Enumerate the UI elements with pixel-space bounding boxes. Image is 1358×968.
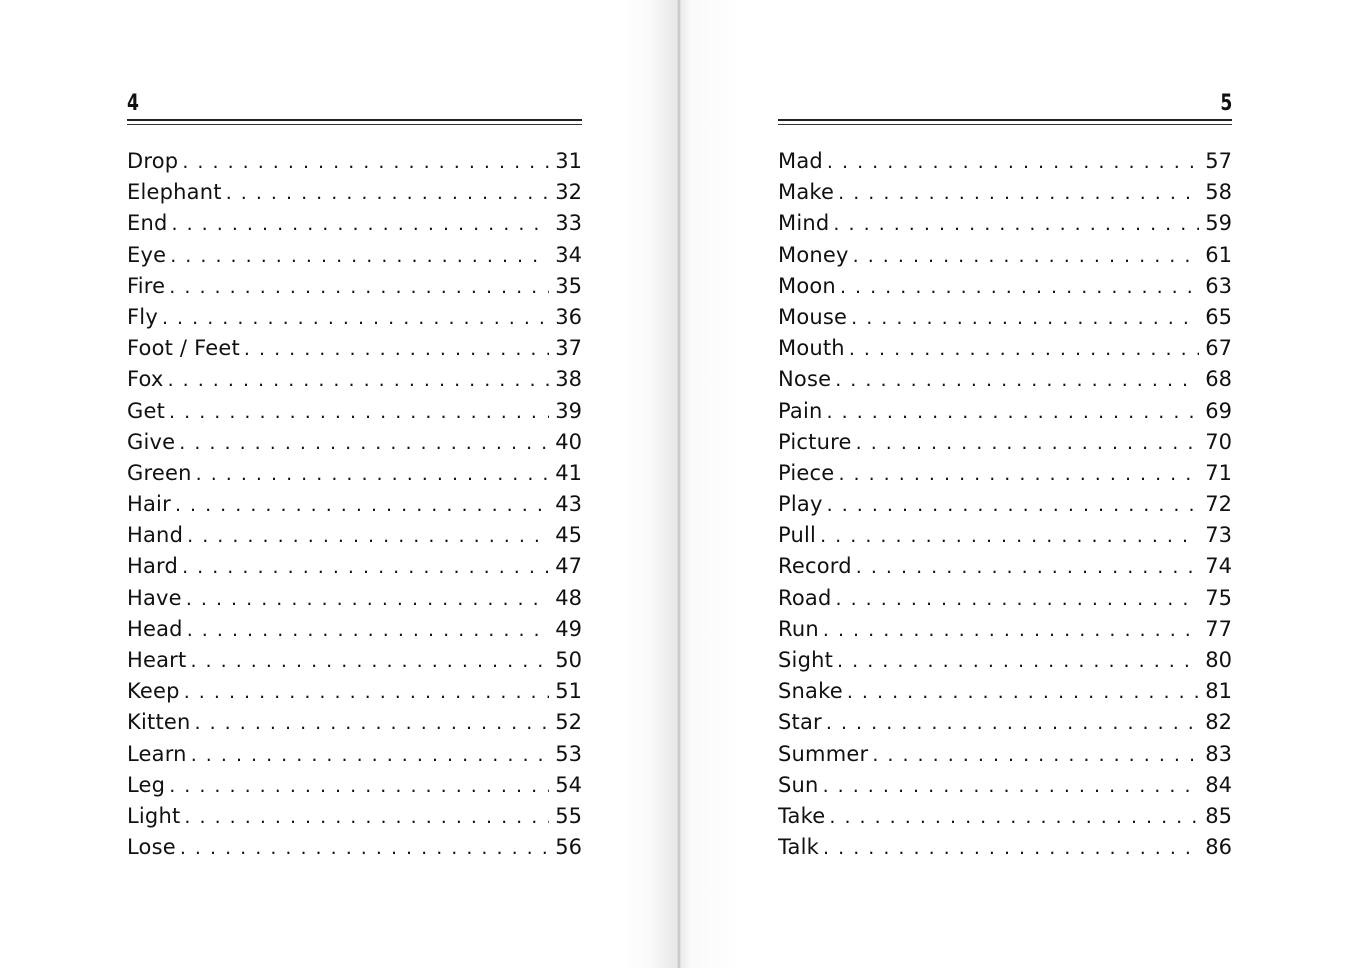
toc-entry-page: 81	[1205, 679, 1232, 704]
toc-entry-page: 77	[1205, 616, 1232, 641]
toc-entry	[778, 271, 1232, 302]
dot-leader	[829, 802, 1199, 832]
toc-entry-page: 39	[555, 398, 582, 423]
toc-entry-title: Summer	[778, 741, 869, 766]
toc-entry-page: 31	[555, 149, 582, 173]
dot-leader	[838, 178, 1199, 208]
toc-entry	[778, 801, 1232, 832]
dot-leader	[847, 677, 1199, 707]
toc-entry-page: 82	[1205, 710, 1232, 735]
right-page	[778, 0, 1232, 968]
toc-entry-title: Leg	[127, 772, 166, 797]
table-of-contents	[127, 146, 582, 863]
dot-leader	[187, 615, 550, 645]
toc-entry	[778, 676, 1232, 707]
toc-entry	[127, 645, 582, 676]
toc-entry	[127, 333, 582, 364]
toc-entry-page: 50	[555, 648, 582, 672]
toc-entry	[127, 302, 582, 333]
toc-entry	[778, 520, 1232, 551]
toc-entry	[778, 489, 1232, 520]
dot-leader	[827, 147, 1199, 177]
toc-entry-page: 55	[555, 803, 582, 828]
toc-entry-title: Green	[127, 460, 192, 485]
toc-entry	[127, 364, 582, 395]
toc-entry-title: Play	[778, 492, 823, 517]
toc-entry-title: Give	[127, 429, 176, 454]
toc-entry-page: 84	[1205, 772, 1232, 797]
dot-leader	[170, 241, 549, 271]
toc-entry	[778, 458, 1232, 489]
toc-entry	[127, 832, 582, 863]
dot-leader	[853, 241, 1200, 271]
table-of-contents	[778, 146, 1232, 863]
dot-leader	[182, 147, 549, 177]
dot-leader	[187, 521, 549, 551]
toc-entry-title: Mouse	[778, 304, 848, 329]
toc-entry-page: 40	[555, 429, 582, 454]
toc-entry-page: 86	[1205, 835, 1232, 860]
toc-entry-title: Lose	[127, 835, 176, 860]
toc-entry	[127, 427, 582, 458]
toc-entry-page: 71	[1205, 460, 1232, 485]
toc-entry-page: 59	[1205, 211, 1232, 236]
toc-entry-title: Picture	[778, 429, 852, 454]
toc-entry-title: End	[127, 211, 168, 236]
dot-leader	[182, 552, 549, 582]
toc-entry-title: Pain	[778, 398, 823, 423]
toc-entry-title: Sun	[778, 772, 819, 797]
toc-entry-page: 63	[1205, 273, 1232, 298]
toc-entry	[127, 396, 582, 427]
toc-entry	[778, 364, 1232, 395]
toc-entry-title: Fly	[127, 304, 158, 329]
toc-entry-page: 74	[1205, 554, 1232, 579]
toc-entry	[127, 146, 582, 177]
toc-entry-page: 61	[1205, 242, 1232, 267]
dot-leader	[162, 303, 549, 333]
toc-entry-title: Run	[778, 616, 819, 641]
toc-entry-page: 37	[555, 336, 582, 361]
toc-entry-page: 45	[555, 523, 582, 548]
toc-entry-page: 41	[555, 460, 582, 485]
toc-entry-title: Drop	[127, 149, 179, 173]
toc-entry-page: 47	[555, 554, 582, 579]
dot-leader	[836, 584, 1200, 614]
toc-entry-title: Elephant	[127, 180, 222, 205]
toc-entry-title: Mad	[778, 149, 823, 173]
toc-entry	[127, 583, 582, 614]
toc-entry-title: Mouth	[778, 336, 845, 361]
toc-entry	[778, 396, 1232, 427]
dot-leader	[195, 708, 550, 738]
toc-entry	[127, 208, 582, 239]
dot-leader	[827, 490, 1200, 520]
dot-leader	[244, 334, 549, 364]
toc-entry-page: 33	[555, 211, 582, 236]
dot-leader	[851, 303, 1199, 333]
toc-entry-title: Get	[127, 398, 166, 423]
dot-leader	[179, 428, 549, 458]
dot-leader	[856, 428, 1200, 458]
toc-entry	[778, 614, 1232, 645]
toc-entry-page: 54	[555, 772, 582, 797]
dot-leader	[191, 740, 550, 770]
toc-entry-page: 51	[555, 679, 582, 704]
dot-leader	[823, 771, 1200, 801]
toc-entry-title: Pull	[778, 523, 817, 548]
dot-leader	[823, 615, 1199, 645]
left-page	[127, 0, 582, 968]
toc-entry	[778, 146, 1232, 177]
toc-entry	[778, 832, 1232, 863]
dot-leader	[856, 552, 1200, 582]
toc-entry	[778, 551, 1232, 582]
toc-entry	[127, 676, 582, 707]
toc-entry	[127, 458, 582, 489]
toc-entry	[127, 489, 582, 520]
dot-leader	[175, 490, 549, 520]
toc-entry-page: 69	[1205, 398, 1232, 423]
toc-entry-title: Eye	[127, 242, 167, 267]
toc-entry	[778, 208, 1232, 239]
dot-leader	[184, 677, 550, 707]
toc-entry-title: Hand	[127, 523, 184, 548]
dot-leader	[169, 771, 549, 801]
toc-entry	[127, 614, 582, 645]
toc-entry-title: Star	[778, 710, 822, 735]
toc-entry-page: 67	[1205, 336, 1232, 361]
toc-entry-title: Hair	[127, 492, 171, 517]
header-rule-thin	[778, 124, 1232, 125]
header-rule-thin	[127, 124, 582, 125]
toc-entry	[127, 271, 582, 302]
toc-entry-title: Record	[778, 554, 852, 579]
toc-entry	[778, 583, 1232, 614]
toc-entry-page: 85	[1205, 803, 1232, 828]
toc-entry	[127, 707, 582, 738]
dot-leader	[827, 397, 1200, 427]
dot-leader	[169, 397, 549, 427]
toc-entry	[127, 177, 582, 208]
toc-entry-title: Fire	[127, 273, 166, 298]
toc-entry-page: 70	[1205, 429, 1232, 454]
toc-entry-page: 80	[1205, 648, 1232, 672]
toc-entry-page: 65	[1205, 304, 1232, 329]
dot-leader	[837, 646, 1199, 676]
toc-entry-title: Head	[127, 616, 183, 641]
dot-leader	[168, 365, 550, 395]
toc-entry-page: 38	[555, 367, 582, 392]
dot-leader	[172, 209, 550, 239]
toc-entry-title: Piece	[778, 460, 835, 485]
toc-entry-title: Keep	[127, 679, 180, 704]
toc-entry	[778, 707, 1232, 738]
toc-entry-title: Foot / Feet	[127, 336, 240, 361]
toc-entry	[778, 739, 1232, 770]
toc-entry-title: Money	[778, 242, 849, 267]
toc-entry	[778, 427, 1232, 458]
dot-leader	[833, 209, 1199, 239]
dot-leader	[820, 521, 1199, 551]
toc-entry-page: 53	[555, 741, 582, 766]
toc-entry	[778, 302, 1232, 333]
dot-leader	[169, 272, 549, 302]
toc-entry-title: Light	[127, 803, 181, 828]
dot-leader	[180, 833, 549, 863]
dot-leader	[826, 708, 1199, 738]
toc-entry	[778, 333, 1232, 364]
toc-entry-page: 73	[1205, 523, 1232, 548]
dot-leader	[872, 740, 1199, 770]
dot-leader	[823, 833, 1199, 863]
toc-entry-title: Hard	[127, 554, 179, 579]
toc-entry-page: 68	[1205, 367, 1232, 392]
toc-entry-page: 57	[1205, 149, 1232, 173]
toc-entry-page: 48	[555, 585, 582, 610]
toc-entry	[778, 645, 1232, 676]
book-gutter-shadow	[620, 0, 760, 968]
toc-entry-page: 58	[1205, 180, 1232, 205]
toc-entry	[778, 770, 1232, 801]
toc-entry-title: Heart	[127, 648, 187, 672]
toc-entry-title: Moon	[778, 273, 836, 298]
dot-leader	[184, 802, 549, 832]
page-number: 5	[1220, 91, 1232, 116]
toc-entry-page: 72	[1205, 492, 1232, 517]
toc-entry	[778, 177, 1232, 208]
toc-entry	[127, 770, 582, 801]
dot-leader	[186, 584, 549, 614]
header-rule	[127, 119, 582, 121]
toc-entry	[127, 551, 582, 582]
dot-leader	[835, 365, 1199, 395]
toc-entry-title: Fox	[127, 367, 164, 392]
dot-leader	[840, 272, 1199, 302]
toc-entry-title: Make	[778, 180, 835, 205]
toc-entry-page: 35	[555, 273, 582, 298]
header-rule	[778, 119, 1232, 121]
toc-entry-page: 32	[555, 180, 582, 205]
dot-leader	[190, 646, 549, 676]
toc-entry-page: 75	[1205, 585, 1232, 610]
toc-entry-title: Take	[778, 803, 826, 828]
toc-entry-title: Talk	[778, 835, 820, 860]
toc-entry-title: Mind	[778, 211, 830, 236]
dot-leader	[838, 459, 1199, 489]
toc-entry-page: 34	[555, 242, 582, 267]
toc-entry	[127, 240, 582, 271]
toc-entry-title: Snake	[778, 679, 843, 704]
toc-entry	[127, 520, 582, 551]
toc-entry-page: 43	[555, 492, 582, 517]
toc-entry-title: Have	[127, 585, 182, 610]
page-number: 4	[127, 91, 139, 116]
toc-entry-page: 83	[1205, 741, 1232, 766]
dot-leader	[196, 459, 550, 489]
toc-entry-title: Nose	[778, 367, 832, 392]
toc-entry-page: 36	[555, 304, 582, 329]
toc-entry-title: Learn	[127, 741, 187, 766]
toc-entry-page: 52	[555, 710, 582, 735]
toc-entry-title: Kitten	[127, 710, 191, 735]
toc-entry-page: 56	[555, 835, 582, 860]
toc-entry-title: Road	[778, 585, 832, 610]
toc-entry	[127, 801, 582, 832]
dot-leader	[849, 334, 1199, 364]
dot-leader	[226, 178, 550, 208]
toc-entry	[778, 240, 1232, 271]
toc-entry-page: 49	[555, 616, 582, 641]
toc-entry-title: Sight	[778, 648, 834, 672]
toc-entry	[127, 739, 582, 770]
